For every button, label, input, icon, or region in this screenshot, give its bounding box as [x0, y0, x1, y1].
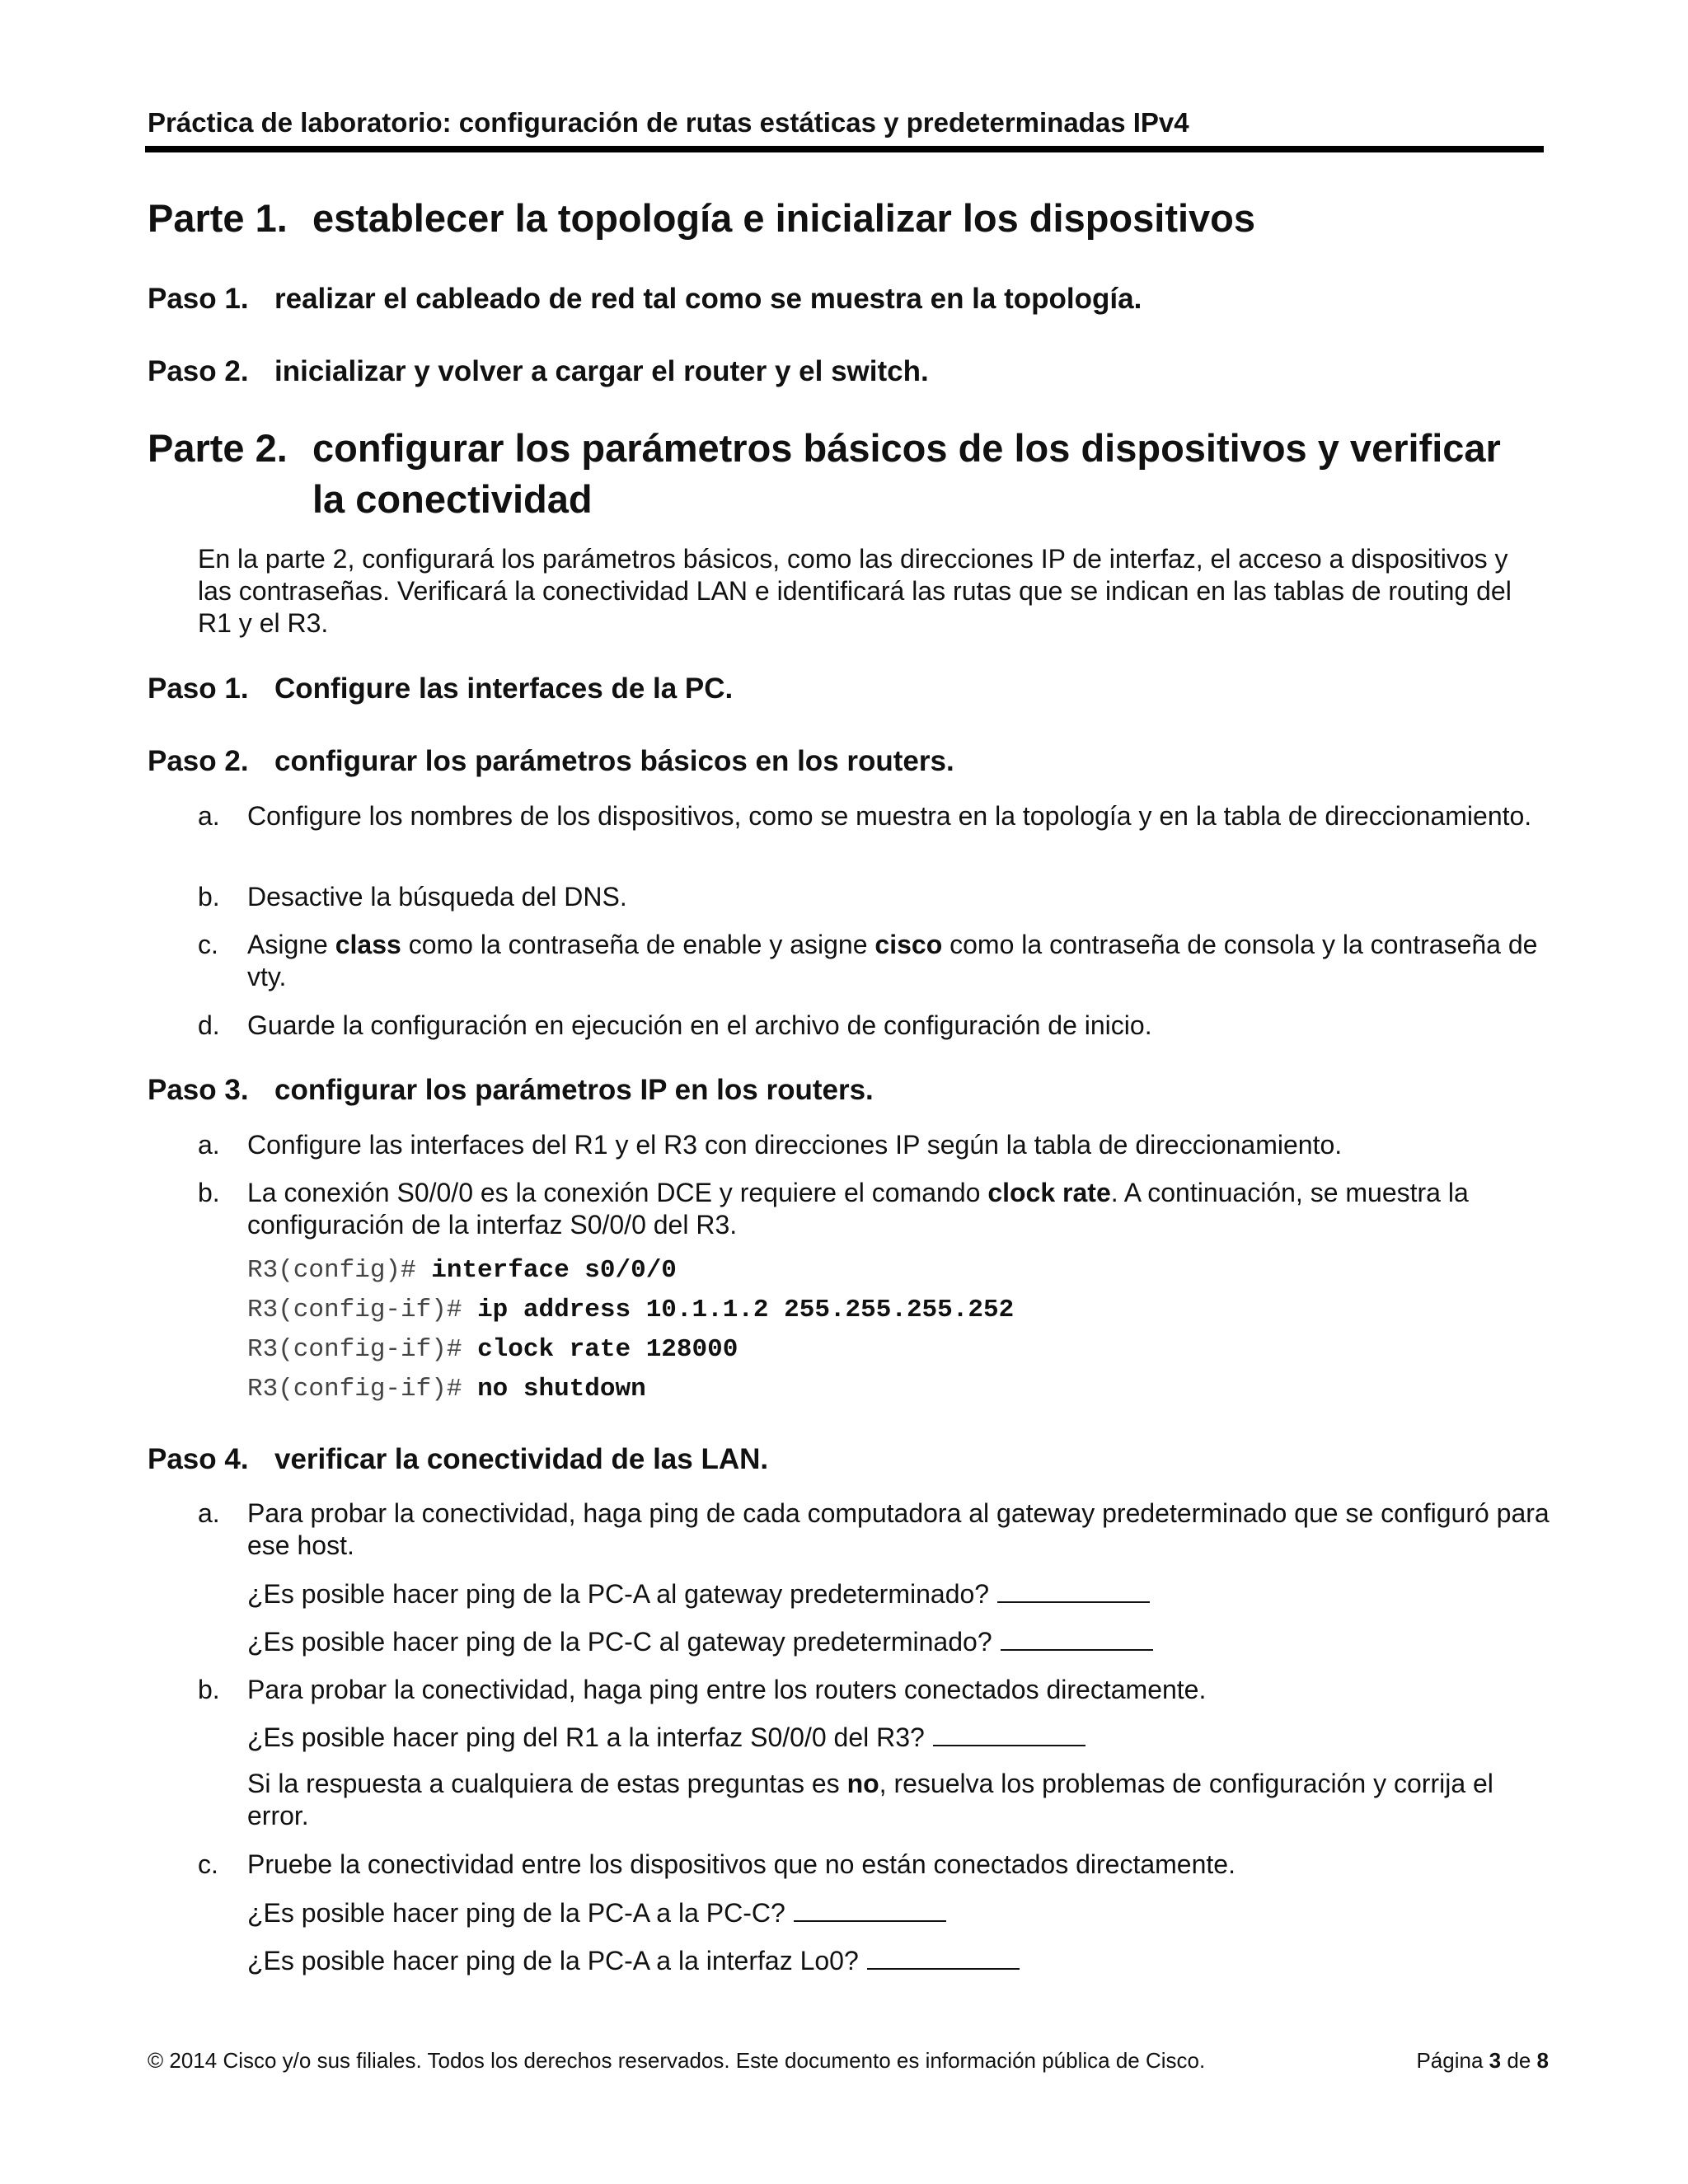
page-number: [1416, 2046, 1549, 2075]
cli-command: interface s0/0/0: [431, 1256, 677, 1285]
step-number: Paso 1.: [148, 283, 249, 315]
list-letter: c.: [198, 1849, 218, 1879]
question-line: [247, 1897, 1550, 1929]
text-run: La conexión S0/0/0 es la conexión DCE y requiere el comando: [247, 1178, 988, 1207]
text-run: Asigne: [247, 930, 335, 959]
copyright-notice: © 2014 Cisco y/o sus filiales. Todos los derechos reservados. Este documento es información pública de Cisco.: [148, 2048, 1206, 2073]
part-1-number: Parte 1.: [148, 196, 288, 240]
code-block: [247, 1251, 1014, 1409]
list-letter: d.: [198, 1010, 220, 1040]
list-text: [247, 1177, 1550, 1241]
page-label: Página: [1416, 2048, 1484, 2073]
list-letter: b.: [198, 882, 220, 912]
code-line: [247, 1251, 1014, 1291]
question-line: [247, 1578, 1550, 1610]
answer-blank[interactable]: [933, 1722, 1085, 1746]
step-number: Paso 1.: [148, 673, 249, 705]
cli-command: no shutdown: [477, 1375, 646, 1404]
code-line: [247, 1291, 1014, 1330]
list-text: [247, 929, 1550, 993]
part-2-number: Parte 2.: [148, 426, 288, 470]
cli-prompt: R3(config-if)#: [247, 1375, 462, 1404]
question-text: ¿Es posible hacer ping de la PC-C al gateway predeterminado?: [247, 1627, 992, 1657]
list-letter: a.: [198, 1498, 220, 1528]
step-number: Paso 3.: [148, 1074, 249, 1106]
list-text: Para probar la conectividad, haga ping de cada computadora al gateway predeterminado que se configuró para ese host.: [247, 1498, 1550, 1560]
command-name: clock rate: [987, 1178, 1111, 1207]
console-password-value: cisco: [874, 930, 943, 959]
cli-prompt: R3(config)#: [247, 1256, 416, 1285]
part-1-title: establecer la topología e inicializar los dispositivos: [312, 196, 1256, 240]
answer-blank[interactable]: [997, 1578, 1150, 1603]
question-text: ¿Es posible hacer ping de la PC-A a la PC-C?: [247, 1898, 785, 1928]
troubleshoot-note: [247, 1768, 1550, 1832]
step-title: Configure las interfaces de la PC.: [274, 673, 734, 705]
cli-prompt: R3(config-if)#: [247, 1296, 462, 1324]
list-text: Para probar la conectividad, haga ping entre los routers conectados directamente.: [247, 1675, 1207, 1704]
list-text: Desactive la búsqueda del DNS.: [247, 882, 627, 912]
cli-prompt: R3(config-if)#: [247, 1335, 462, 1364]
step-title: configurar los parámetros básicos en los routers.: [274, 745, 954, 777]
answer-blank[interactable]: [867, 1945, 1020, 1970]
code-line: [247, 1370, 1014, 1409]
code-line: [247, 1330, 1014, 1370]
emphasis-no: no: [846, 1769, 879, 1798]
question-text: ¿Es posible hacer ping del R1 a la interfaz S0/0/0 del R3?: [247, 1722, 925, 1752]
header-divider: [145, 146, 1544, 152]
step-title: inicializar y volver a cargar el router y el switch.: [274, 355, 929, 387]
step-number: Paso 2.: [148, 355, 249, 387]
question-line: [247, 1626, 1550, 1658]
cli-command: ip address 10.1.1.2 255.255.255.252: [477, 1296, 1015, 1324]
part-2-title-line-2: la conectividad: [312, 477, 593, 521]
step-number: Paso 2.: [148, 745, 249, 777]
question-text: ¿Es posible hacer ping de la PC-A a la interfaz Lo0?: [247, 1946, 859, 1975]
list-text: Configure los nombres de los dispositivos, como se muestra en la topología y en la tabla de direccionamiento.: [247, 801, 1532, 831]
document-header-title: Práctica de laboratorio: configuración de rutas estáticas y predeterminadas IPv4: [148, 107, 1189, 138]
part-2-intro: En la parte 2, configurará los parámetros básicos, como las direcciones IP de interfaz, el acceso a dispositivos y las contraseñas. Verificará la conectividad LAN e identificará las rutas que se indican en las tablas de routing del R1 y el R3.: [198, 544, 1512, 638]
page-of: de: [1507, 2048, 1531, 2073]
list-letter: b.: [198, 1178, 220, 1207]
step-title: verificar la conectividad de las LAN.: [274, 1443, 769, 1475]
step-title: realizar el cableado de red tal como se muestra en la topología.: [274, 283, 1142, 315]
step-title: configurar los parámetros IP en los routers.: [274, 1074, 874, 1106]
answer-blank[interactable]: [1001, 1626, 1153, 1651]
list-letter: b.: [198, 1675, 220, 1704]
text-run: como la contraseña de consola y la contraseña de vty.: [247, 930, 1538, 991]
part-2-title-line-1: configurar los parámetros básicos de los dispositivos y verificar: [312, 426, 1501, 470]
cli-command: clock rate 128000: [477, 1335, 738, 1364]
list-letter: a.: [198, 801, 220, 831]
page-total: 8: [1536, 2048, 1549, 2073]
list-letter: c.: [198, 930, 218, 959]
text-run: Si la respuesta a cualquiera de estas preguntas es: [247, 1769, 847, 1798]
text-run: como la contraseña de enable y asigne: [401, 930, 875, 959]
answer-blank[interactable]: [794, 1897, 946, 1922]
page-current: 3: [1489, 2048, 1502, 2073]
list-letter: a.: [198, 1130, 220, 1160]
step-number: Paso 4.: [148, 1443, 249, 1475]
enable-password-value: class: [335, 930, 401, 959]
list-text: Pruebe la conectividad entre los dispositivos que no están conectados directamente.: [247, 1849, 1236, 1879]
list-text: Configure las interfaces del R1 y el R3 con direcciones IP según la tabla de direccionamiento.: [247, 1130, 1343, 1160]
question-line: [247, 1722, 1550, 1754]
text-run: , resuelva los problemas de configuración y corrija el error.: [247, 1769, 1493, 1830]
question-line: [247, 1945, 1550, 1977]
list-text: Guarde la configuración en ejecución en el archivo de configuración de inicio.: [247, 1010, 1152, 1040]
text-run: . A continuación, se muestra la configuración de la interfaz S0/0/0 del R3.: [247, 1178, 1469, 1240]
question-text: ¿Es posible hacer ping de la PC-A al gateway predeterminado?: [247, 1579, 990, 1609]
